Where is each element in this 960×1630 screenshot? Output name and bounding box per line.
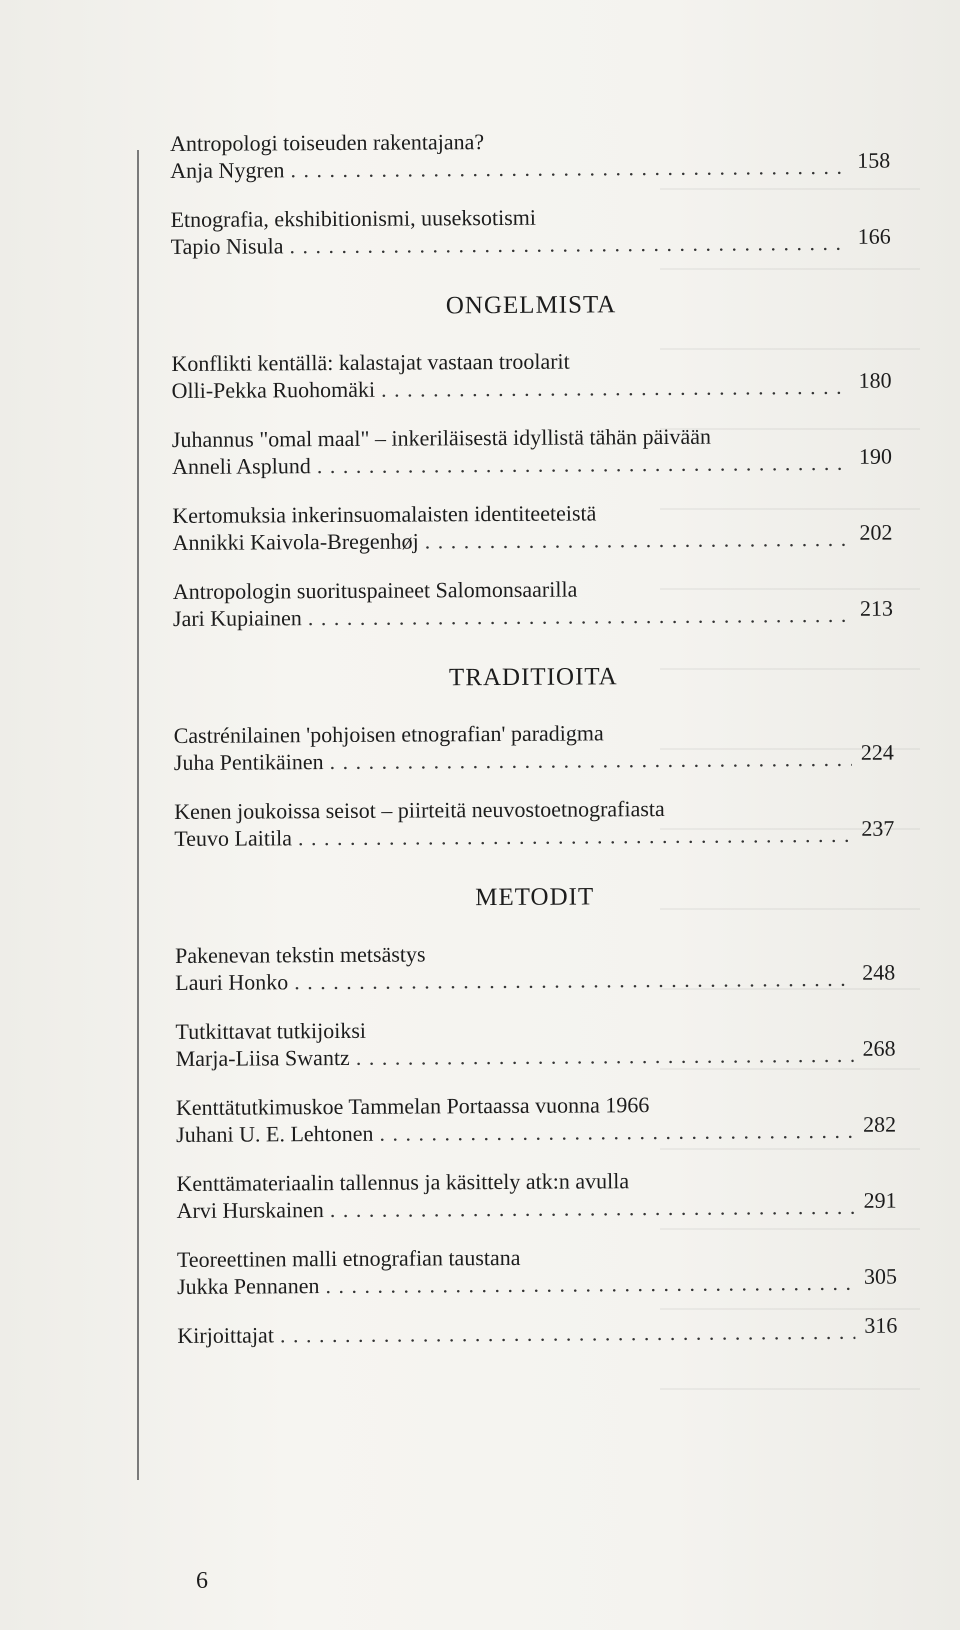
entry-title: Antropologi toiseuden rakentajana? (170, 129, 485, 156)
entry-author-line (171, 367, 892, 404)
entry-page-number: 316 (864, 1312, 898, 1338)
margin-rule (137, 150, 139, 1480)
entry-page-number: 224 (860, 739, 894, 765)
toc-entry[interactable] (173, 574, 893, 632)
entry-author-line (171, 443, 893, 480)
entry-title: Kenttämateriaalin tallennus ja käsittely atk:n avulla (176, 1168, 630, 1196)
toc-entry[interactable] (172, 422, 892, 480)
dot-leader (280, 1318, 856, 1349)
entry-author: Juha Pentikäinen (173, 749, 324, 775)
table-of-contents (170, 126, 898, 1371)
toc-entry[interactable] (176, 1090, 896, 1148)
toc-entry[interactable] (170, 126, 890, 184)
section-heading-ongelmista: ONGELMISTA (445, 291, 617, 320)
dot-leader (381, 373, 850, 403)
page-number-folio: 6 (196, 1568, 208, 1594)
entry-author: Arvi Hurskainen (176, 1197, 324, 1223)
section-heading-metodit: METODIT (475, 883, 595, 912)
dot-leader (379, 1117, 854, 1147)
entry-author: Anneli Asplund (171, 453, 311, 479)
toc-entry[interactable] (170, 202, 890, 260)
entry-title: Antropologin suorituspaineet Salomonsaarilla (172, 576, 578, 604)
entry-title: Pakenevan tekstin metsästys (174, 941, 426, 968)
toc-entry[interactable] (172, 498, 892, 556)
entry-author: Teuvo Laitila (174, 825, 292, 851)
entry-page-number: 190 (858, 443, 893, 469)
dot-leader (308, 601, 851, 631)
section-heading-traditioita: TRADITIOITA (448, 663, 618, 692)
entry-author: Anja Nygren (170, 157, 285, 183)
entry-author-line (175, 1035, 896, 1072)
entry-author: Jari Kupiainen (172, 605, 302, 631)
entry-author-line (173, 739, 894, 776)
toc-entry[interactable] (176, 1166, 896, 1224)
entry-page-number: 158 (857, 147, 891, 173)
entry-author: Jukka Pennanen (176, 1273, 320, 1299)
entry-title: Juhannus "omal maal" – inkeriläisestä idyllistä tähän päivään (171, 423, 712, 452)
dot-leader (298, 821, 853, 851)
toc-entry-contributors[interactable] (177, 1312, 898, 1349)
toc-entry[interactable] (171, 346, 891, 404)
entry-author-line (176, 1111, 897, 1148)
entry-title: Kenttätutkimuskoe Tammelan Portaassa vuonna 1966 (175, 1092, 650, 1120)
entry-author: Kirjoittajat (177, 1322, 274, 1348)
entry-title: Tutkittavat tutkijoiksi (175, 1017, 367, 1044)
entry-page-number: 268 (862, 1035, 896, 1061)
entry-title: Castrénilainen 'pohjoisen etnografian' paradigma (173, 720, 604, 748)
toc-entry[interactable] (174, 718, 894, 776)
toc-entry[interactable] (177, 1242, 897, 1300)
entry-author: Juhani U. E. Lehtonen (176, 1120, 374, 1147)
entry-page-number: 291 (863, 1187, 897, 1213)
dot-leader (290, 153, 848, 183)
toc-entry[interactable] (175, 1014, 895, 1072)
entry-author: Olli-Pekka Ruohomäki (171, 376, 376, 403)
entry-author-line (172, 519, 893, 556)
entry-author-line (177, 1312, 898, 1349)
entry-author: Lauri Honko (175, 969, 289, 995)
entry-author: Marja-Liisa Swantz (175, 1044, 350, 1071)
entry-author-line (176, 1187, 897, 1224)
entry-page-number: 166 (857, 223, 891, 249)
entry-page-number: 202 (859, 519, 893, 545)
entry-author-line (172, 595, 894, 632)
dot-leader (356, 1041, 854, 1071)
dot-leader (329, 745, 851, 775)
entry-title: Etnografia, ekshibitionismi, uuseksotismi (170, 204, 537, 232)
dot-leader (289, 229, 848, 259)
entry-title: Kenen joukoissa seisot – piirteitä neuvostoetnografiasta (174, 795, 665, 824)
dot-leader (425, 525, 851, 555)
entry-title: Kertomuksia inkerinsuomalaisten identiteeteistä (172, 500, 597, 528)
entry-page-number: 180 (858, 367, 892, 393)
entry-title: Konflikti kentällä: kalastajat vastaan troolarit (171, 348, 570, 376)
dot-leader (325, 1269, 855, 1299)
dot-leader (294, 965, 853, 995)
entry-author-line (176, 1263, 898, 1300)
entry-author-line (175, 959, 896, 996)
toc-entry[interactable] (175, 938, 895, 996)
entry-page-number: 237 (861, 815, 895, 841)
entry-page-number: 213 (859, 595, 894, 621)
entry-author: Annikki Kaivola-Bregenhøj (172, 528, 419, 555)
dot-leader (330, 1193, 855, 1223)
entry-page-number: 248 (862, 959, 896, 985)
entry-page-number: 305 (863, 1263, 898, 1289)
entry-author-line (170, 147, 891, 184)
entry-author-line (174, 815, 895, 852)
dot-leader (317, 449, 850, 479)
entry-page-number: 282 (863, 1111, 897, 1137)
entry-author: Tapio Nisula (170, 233, 284, 259)
entry-title: Teoreettinen malli etnografian taustana (176, 1244, 521, 1272)
toc-entry[interactable] (174, 794, 894, 852)
entry-author-line (170, 223, 891, 260)
